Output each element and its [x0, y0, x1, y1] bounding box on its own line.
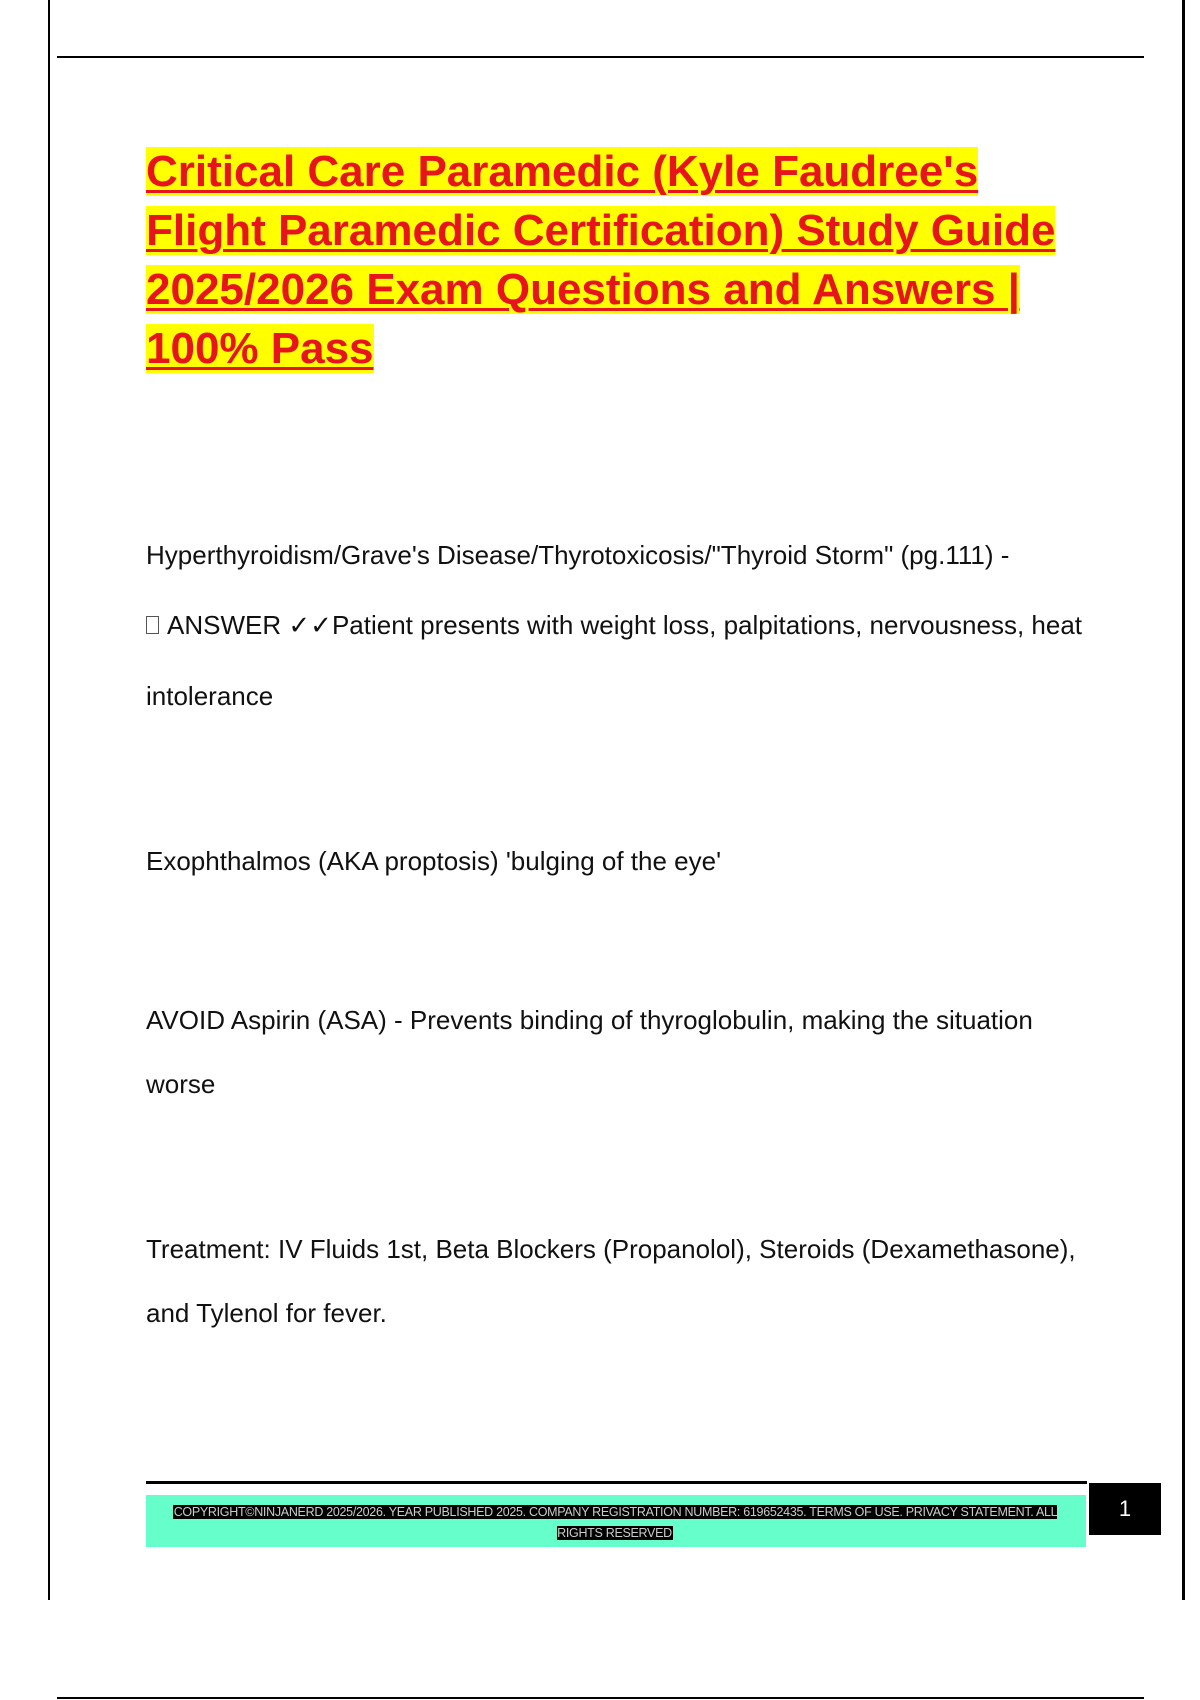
missing-glyph-icon — [146, 616, 159, 634]
next-page-rule — [57, 1697, 1144, 1699]
document-title — [146, 142, 1106, 378]
paragraph-treatment: Treatment: IV Fluids 1st, Beta Blockers (Propanolol), Steroids (Dexamethasone), and Tylenol for fever. — [146, 1234, 1076, 1328]
paragraph-exophthalmos: Exophthalmos (AKA proptosis) 'bulging of the eye' — [146, 846, 722, 876]
question-text: Hyperthyroidism/Grave's Disease/Thyrotoxicosis/"Thyroid Storm" (pg.111) - — [146, 540, 1010, 570]
question-paragraph — [146, 520, 1106, 731]
document-title-text: Critical Care Paramedic (Kyle Faudree's Flight Paramedic Certification) Study Guide 2025/2026 Exam Questions and Answers | 100% Pass — [146, 147, 1056, 373]
page-border-left — [48, 0, 50, 1600]
header-rule — [57, 56, 1144, 58]
page-number: 1 — [1089, 1483, 1161, 1535]
footer-copyright-text: COPYRIGHT©NINJANERD 2025/2026. YEAR PUBLISHED 2025. COMPANY REGISTRATION NUMBER: 619652435. TERMS OF USE. PRIVACY STATEMENT. ALL RIGHTS RESERVED — [173, 1505, 1058, 1540]
page-border-right — [1182, 0, 1185, 1600]
footer-rule — [146, 1481, 1087, 1484]
paragraph-avoid-aspirin: AVOID Aspirin (ASA) - Prevents binding of thyroglobulin, making the situation worse — [146, 1005, 1033, 1099]
answer-label: ANSWER — [167, 610, 282, 640]
answer-text: Patient presents with weight loss, palpitations, nervousness, heat intolerance — [146, 610, 1083, 711]
footer-copyright — [170, 1502, 1060, 1544]
checkmark-icon: ✓✓ — [288, 611, 332, 641]
